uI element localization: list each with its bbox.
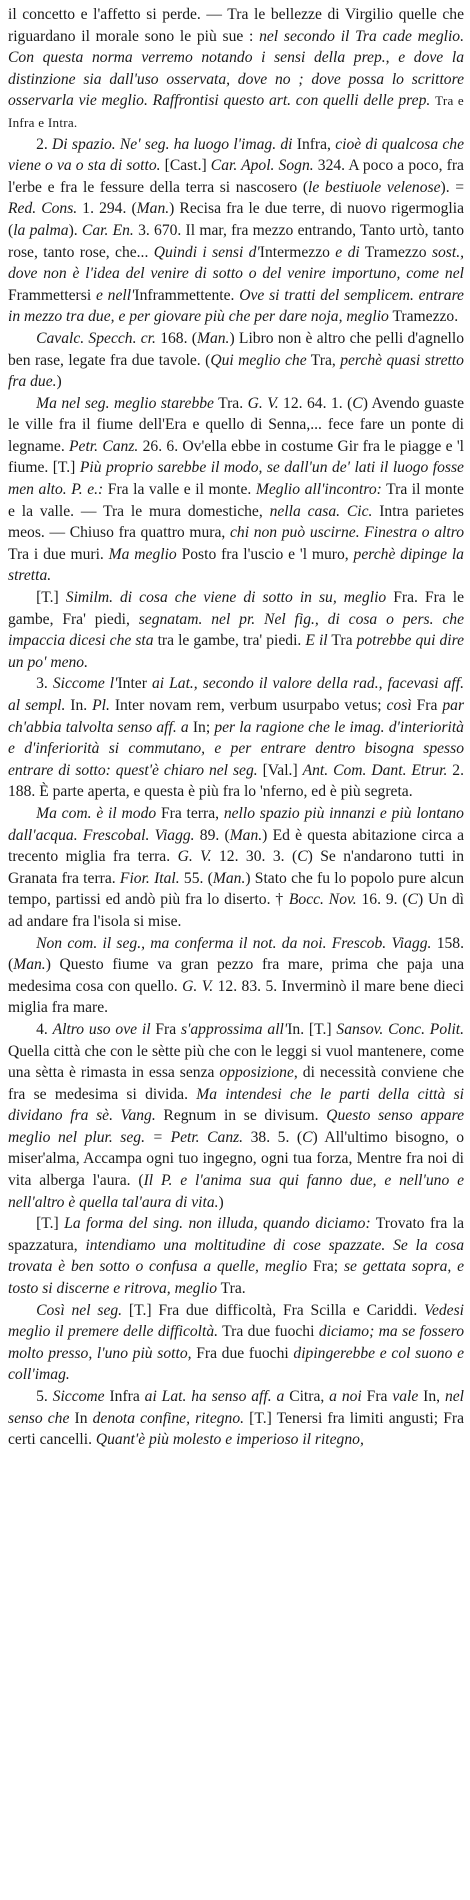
text-segment: ). = [440,178,464,196]
italic-text-segment: così [386,697,412,714]
entry-paragraph [8,673,464,803]
italic-text-segment: C [407,891,418,909]
italic-text-segment: Ma meglio [108,545,177,563]
italic-text-segment: Questo senso appare meglio nel plur. seg. = Petr. Canz. [8,1107,465,1146]
italic-text-segment: a noi [329,1388,362,1405]
italic-text-segment: Man. [136,200,170,218]
italic-text-segment: Non com. il seg., ma conferma il not. da noi. Frescob. Viagg. [36,934,432,952]
italic-text-segment: Più proprio sarebbe il modo, se dall'un de' lati il luogo fosse men alto. P. e.: [8,459,464,499]
entry-paragraph [8,4,464,134]
text-segment: ). [68,221,82,239]
italic-text-segment: Meglio all'incontro: [255,481,382,499]
italic-text-segment: e di [335,243,360,261]
text-segment: Regnum in se divisum. [155,1107,327,1125]
italic-text-segment: Quindi i sensi d' [153,243,260,261]
italic-text-segment: par ch'abbia talvolta senso aff. a [8,697,465,736]
text-segment: 55. ( [179,869,213,887]
italic-text-segment: E il [305,632,328,650]
italic-text-segment: diciamo; ma se fossero molto presso, l'uno più sotto, [8,1323,464,1362]
italic-text-segment: dipingerebbe e col suono e coll'imag. [8,1344,464,1384]
text-segment: Inter [117,675,152,693]
text-segment: In [69,1409,93,1427]
entry-paragraph [8,803,464,933]
italic-text-segment: Bocc. Nov. [288,891,357,909]
italic-text-segment: Pl. [92,697,110,714]
text-segment: ) Se n'andarono tutti in Granata fra terra. [8,848,464,887]
text-segment: 12. 64. 1. ( [278,394,353,412]
italic-text-segment: cioè di qualcosa che viene o va o sta di sotto. [8,135,465,175]
italic-text-segment: Così nel seg. [36,1301,123,1319]
italic-text-segment: sost., dove non è l'idea del venire di sotto o del venire importuno, come nel [8,243,465,283]
text-segment: Intra parietes meos. — Chiuso fra quattro mura, [8,502,464,542]
italic-text-segment: Sansov. Conc. Polit. [336,1020,465,1038]
italic-text-segment: Petr. Canz. [69,437,139,455]
italic-text-segment: Similm. di cosa che viene di sotto in su, meglio [65,589,387,607]
text-segment: Infra [104,1388,145,1405]
text-segment: ) Avendo guaste le ville fra il fiume dell'Era e quello di Senna,... fece fare un ponte di legname. [8,394,464,455]
text-segment: ) Questo fiume va gran pezzo fra mare, prima che paja una medesima cosa con quello. [8,956,464,995]
italic-text-segment: Ma nel seg. meglio starebbe [36,394,214,412]
text-segment: Quella città che con le sètte più che con le leggi si vuol mantenere, come una sètta è rimasta in essa senza [8,1042,464,1082]
text-segment: Tra [327,632,357,650]
text-segment: Fra; [307,1258,344,1276]
italic-text-segment: e nell' [95,286,135,304]
text-segment: Infra, [292,135,336,153]
italic-text-segment: G. V. [247,394,279,412]
italic-text-segment: Altro uso ove il [52,1020,151,1038]
entry-paragraph [8,933,464,1019]
text-segment: [T.] Fra due difficoltà, Fra Scilla e Cariddi. [122,1301,425,1319]
italic-text-segment: Red. Cons. [8,200,78,218]
text-segment: 26. 6. Ov'ella ebbe in costume Gir fra le piagge e 'l fiume. [T.] [8,437,464,477]
text-segment: 2. [36,135,53,153]
italic-text-segment: Man. [212,869,246,887]
italic-text-segment: le bestiuole velenose [308,178,441,196]
italic-text-segment: Siccome [52,1388,105,1405]
text-segment: 4. [36,1020,53,1038]
italic-text-segment: Car. Apol. Sogn. [210,157,314,175]
italic-text-segment: opposizione [219,1064,294,1082]
text-segment: In. [65,697,93,714]
text-segment: ) Un dì ad andare fra l'isola si mise. [8,891,464,930]
italic-text-segment: G. V. [177,848,212,866]
text-segment: ) Recisa fra le due terre, di nuovo rigermoglia ( [8,200,465,239]
entry-paragraph [8,1019,464,1213]
text-segment: ) All'ultimo bisogno, o miser'alma, Accampa ogni tuo ingegno, ogni tua forza, Mentre fra noi di vita alberga l'aura. ( [8,1128,465,1190]
text-segment: Fra due fuochi [191,1344,294,1362]
italic-text-segment: C [352,394,363,412]
text-segment: Citra, [284,1388,330,1405]
italic-text-segment: potrebbe qui dire un po' meno. [8,632,464,671]
text-segment: Posto fra l'uscio e 'l muro, [176,545,354,563]
italic-text-segment: nel secondo il Tra cade meglio. Con questa norma verremo notando i sensi della prep., e dove la distinzione sia dall'uso osservata, dove no ; dove possa lo scrittore osservarla vie meglio. Raffrontisi questo art. con quelli delle prep. [8,27,464,110]
italic-text-segment: Ma intendesi che le parti della città si dividano fra sè. Vang. [8,1085,464,1125]
text-segment: 1. 294. ( [77,200,137,218]
text-segment: Fra [150,1020,181,1038]
text-segment: ) [56,373,62,391]
text-segment: Inframmettente. [134,286,240,304]
entry-paragraph [8,1213,464,1299]
text-segment: Tramezzo [359,243,432,261]
entry-paragraph [8,393,464,587]
entry-paragraph [8,134,464,328]
text-segment: [T.] [36,589,66,607]
text-segment: [T.] Tenersi fra limiti angusti; Fra certi cancelli. [8,1409,464,1449]
text-segment: In, [418,1388,445,1405]
text-segment: tra le gambe, tra' piedi. [153,632,306,650]
italic-text-segment: ai Lat., secondo il valore della rad., facevasi aff. al sempl. [8,675,464,714]
italic-text-segment: C [297,848,308,866]
text-segment: Tra. [217,1280,246,1298]
italic-text-segment: la palma [13,221,69,239]
text-segment: Intermezzo [259,243,336,261]
italic-text-segment: s'approssima all' [180,1020,288,1038]
italic-text-segment: nella casa. Cic. [269,502,373,520]
italic-text-segment: Siccome l' [52,675,118,693]
text-segment: 89. ( [194,826,230,844]
italic-text-segment: C [302,1128,313,1146]
italic-text-segment: Qui meglio che [210,351,307,369]
text-segment: , di necessità conviene che fra se medesima si divida. [8,1064,464,1103]
italic-text-segment: intendiamo una moltitudine di cose spazzate. Se la cosa trovata è ben sotto o confusa a quelle, meglio [8,1236,464,1276]
text-segment: [T.] [36,1215,65,1233]
italic-text-segment: Di spazio. Ne' seg. ha luogo l'imag. di [52,135,293,153]
italic-text-segment: Man. [196,329,230,347]
text-segment: In; [188,718,215,736]
text-segment: 324. A poco a poco, fra l'erbe e fra le fessure della terra si nascosero ( [8,157,464,196]
italic-text-segment: G. V. [182,977,214,995]
text-segment: 3. [36,675,53,693]
text-segment: Tra i due muri. [8,545,109,563]
text-segment: 12. 30. 3. ( [211,848,298,866]
italic-text-segment: perchè dipinge la stretta. [8,545,464,585]
italic-text-segment: Car. En. [81,221,134,239]
italic-text-segment: Man. [13,956,46,974]
text-segment: ) Libro non è altro che pelli d'agnello ben rase, legate fra due tavole. ( [8,329,465,369]
italic-text-segment: Ma com. è il modo [36,804,157,822]
text-segment: ) Ed è questa abitazione circa a trecento miglia fra terra. [8,826,465,866]
italic-text-segment: ai Lat. ha senso aff. a [144,1388,285,1405]
entry-paragraph [8,328,464,393]
text-segment: Inter novam rem, verbum usurpabo vetus; [109,697,387,714]
entry-paragraph [8,587,464,673]
text-segment: Frammettersi [8,286,96,304]
text-segment: 158. ( [8,934,464,974]
text-segment: Fra terra, [156,804,224,822]
italic-text-segment: nello spazio più innanzi e più lontano dall'acqua. Frescobal. Viagg. [8,804,464,844]
italic-text-segment: chi non può uscirne. Finestra o altro [230,524,464,542]
text-segment: ) Stato che fu lo popolo pure alcun tempo, partissi ed andò più fra lo diserto. † [8,869,464,909]
italic-text-segment: Vedesi meglio il premere delle difficoltà. [8,1301,464,1341]
text-segment: [Cast.] [160,157,211,175]
text-segment: Tra due fuochi [218,1323,319,1341]
text-segment: Tra. [213,394,248,412]
italic-text-segment: Il P. e l'anima sua qui fanno due, e nell'uno e nell'altro è quella tal'aura di vita. [8,1172,465,1211]
entry-paragraph [8,1300,464,1386]
italic-text-segment: vale [392,1388,419,1405]
italic-text-segment: se gettata sopra, e tosto si discerne e ritrova, meglio [8,1258,464,1298]
text-segment: 12. 83. 5. Inverminò il mare bene dieci miglia fra mare. [8,977,464,1017]
entry-paragraph [8,1386,464,1451]
text-segment: 16. 9. ( [356,891,408,909]
text-segment: il concetto e l'affetto si perde. — Tra le bellezze di Virgilio quelle che riguardano il morale sono le più sue : [8,6,464,45]
text-segment: [Val.] [257,761,303,779]
italic-text-segment: nel senso che [8,1388,465,1427]
text-segment: 5. [36,1388,53,1405]
italic-text-segment: Fior. Ital. [119,869,180,887]
text-segment: ) [218,1193,224,1211]
italic-text-segment: Ant. Com. Dant. Etrur. [302,761,448,779]
text-segment: Fra [361,1388,393,1405]
text-segment: Fra la valle e il monte. [103,481,256,499]
italic-text-segment: Cavalc. Specch. cr. [36,329,156,347]
text-segment: Trovato fra la spazzatura, [8,1215,464,1254]
text-segment: Tra, [306,351,341,369]
italic-text-segment: perchè quasi stretto fra due. [8,351,464,391]
text-segment: 38. 5. ( [243,1128,303,1146]
italic-text-segment: La forma del sing. non illuda, quando diciamo: [64,1215,371,1233]
italic-text-segment: denota confine, ritegno. [92,1409,245,1427]
text-segment: Tra il monte e la valle. — Tra le mura domestiche, [8,481,464,520]
italic-text-segment: segnatam. nel pr. Nel fig., di cosa o pers. che impaccia dicesi che sta [8,610,464,650]
text-segment: 3. 670. Il mar, fra mezzo entrando, Tanto urtò, tanto rose, tanto rose, che... [8,221,464,261]
text-segment: Tramezzo. [388,308,459,326]
italic-text-segment: per la ragione che le imag. d'interiorità e d'inferiorità si commutano, e per entrare dentro bisogna spesso entrare di sotto: quest'è chiaro nel seg. [8,718,464,779]
small-caps-segment: Tra e Infra e Intra. [8,93,464,130]
italic-text-segment: Quant'è più molesto e imperioso il ritegno, [95,1431,364,1449]
italic-text-segment: Ove si tratti del semplicem. entrare in mezzo tra due, e per giovare più che per dare noja, meglio [8,286,464,326]
italic-text-segment: Man. [229,826,263,844]
text-segment: 2. 188. È parte aperta, e questa è più fra lo 'nferno, ed è più segreta. [8,761,465,801]
text-segment: 168. ( [155,329,197,347]
text-segment: In. [T.] [287,1020,337,1038]
text-segment: Fra. Fra le gambe, Fra' piedi, [8,589,465,628]
text-segment: Fra [411,697,443,714]
